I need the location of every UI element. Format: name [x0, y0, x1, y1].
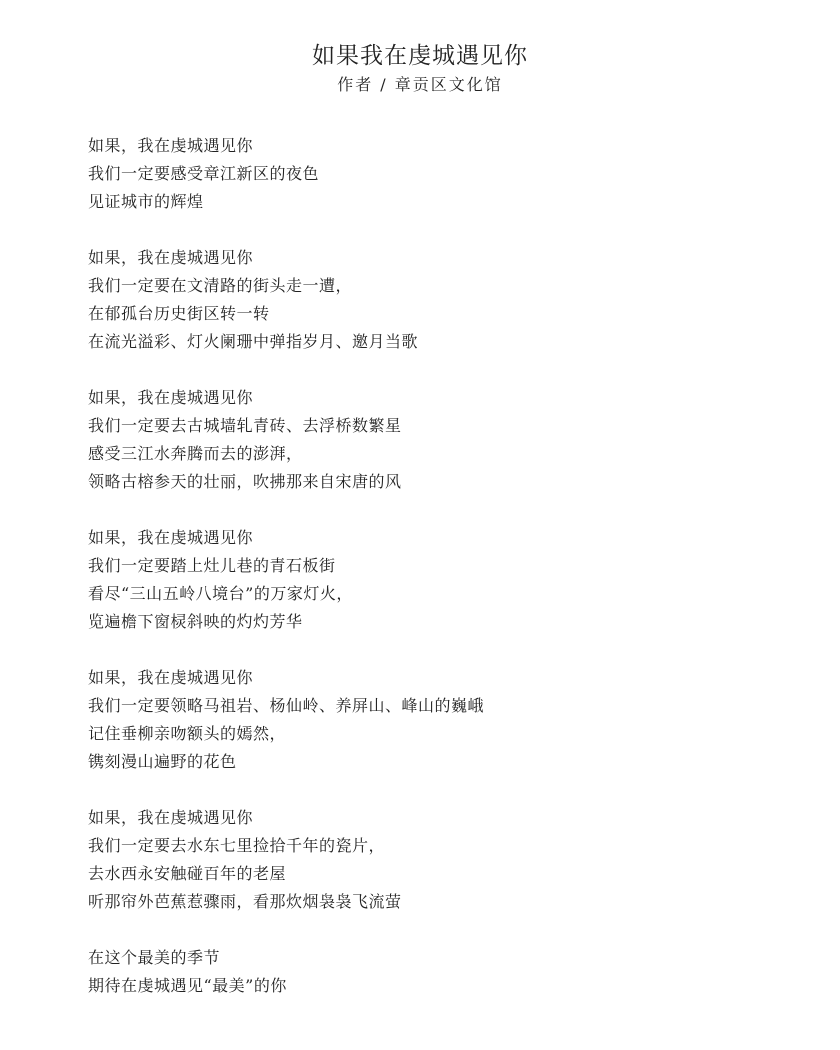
poem-line: 如果，我在虔城遇见你	[88, 528, 254, 547]
stanza-6	[88, 804, 808, 916]
poem-line: 如果，我在虔城遇见你	[88, 248, 254, 267]
poem-line: 在郁孤台历史街区转一转	[88, 304, 270, 323]
poem-line: 如果，我在虔城遇见你	[88, 808, 254, 827]
poem-line: 我们一定要领略马祖岩、杨仙岭、养屏山、峰山的巍峨	[88, 696, 485, 715]
poem-line: 我们一定要去水东七里捡拾千年的瓷片，	[88, 836, 386, 855]
poem-line: 期待在虔城遇见“最美”的你	[88, 976, 287, 995]
stanza-1	[88, 132, 808, 216]
poem-line: 如果，我在虔城遇见你	[88, 668, 254, 687]
poem-line: 览遍檐下窗棂斜映的灼灼芳华	[88, 612, 303, 631]
stanza-2	[88, 244, 808, 356]
poem-line: 我们一定要去古城墙轧青砖、去浮桥数繁星	[88, 416, 402, 435]
poem-line: 去水西永安触碰百年的老屋	[88, 864, 287, 883]
poem-line: 如果，我在虔城遇见你	[88, 136, 254, 155]
poem-line: 看尽“三山五岭八境台”的万家灯火，	[88, 584, 353, 603]
poem-line: 记住垂柳亲吻额头的嫣然，	[88, 724, 287, 743]
poem-line: 我们一定要踏上灶儿巷的青石板街	[88, 556, 336, 575]
poem-line: 在流光溢彩、灯火阑珊中弹指岁月、邀月当歌	[88, 332, 419, 351]
poem-line: 我们一定要感受章江新区的夜色	[88, 164, 320, 183]
poem-line: 我们一定要在文清路的街头走一遭，	[88, 276, 353, 295]
poem-body	[88, 132, 808, 1028]
poem-line: 如果，我在虔城遇见你	[88, 388, 254, 407]
stanza-7	[88, 944, 808, 1000]
poem-line: 领略古榕参天的壮丽，吹拂那来自宋唐的风	[88, 472, 402, 491]
poem-line: 感受三江水奔腾而去的澎湃，	[88, 444, 303, 463]
poem-line: 听那帘外芭蕉惹骤雨，看那炊烟袅袅飞流萤	[88, 892, 402, 911]
stanza-4	[88, 524, 808, 636]
poem-line: 见证城市的辉煌	[88, 192, 204, 211]
stanza-3	[88, 384, 808, 496]
poem-line: 在这个最美的季节	[88, 948, 221, 967]
poem-author: 作者 / 章贡区文化馆	[337, 75, 503, 94]
poem-line: 镌刻漫山遍野的花色	[88, 752, 237, 771]
stanza-5	[88, 664, 808, 776]
poem-title: 如果我在虔城遇见你	[312, 43, 528, 69]
